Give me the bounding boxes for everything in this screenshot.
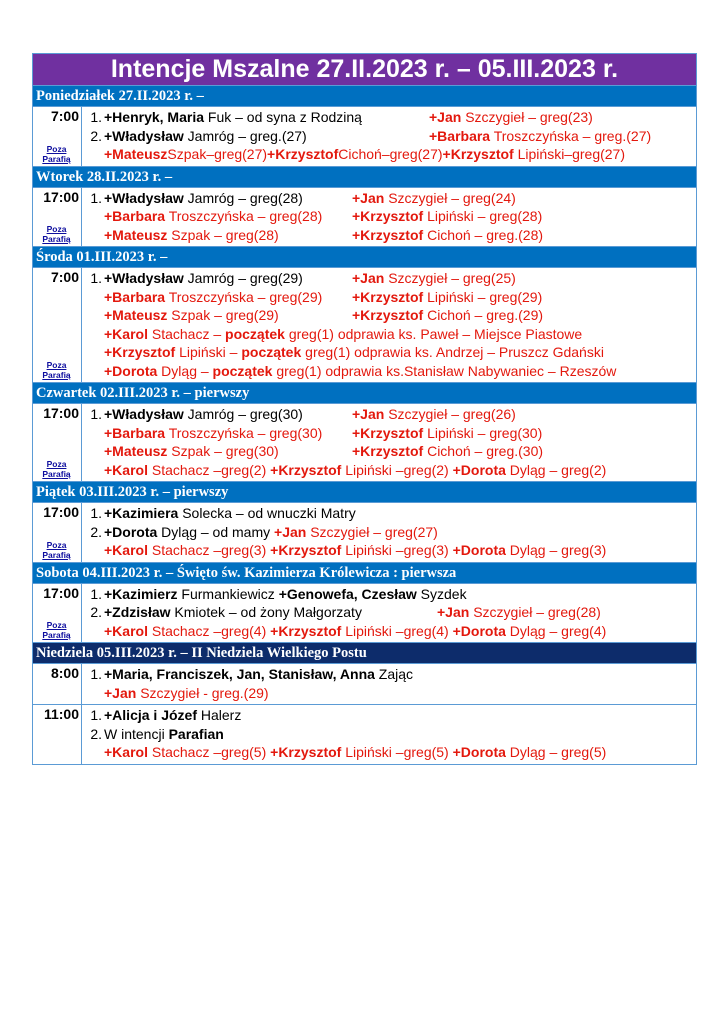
mass-intentions (82, 404, 696, 481)
intentions-table (32, 53, 697, 765)
text-run: +Karol (104, 542, 148, 558)
text-run: +Mateusz (104, 307, 168, 323)
text-run: +Władysław (104, 127, 184, 144)
text-run: Cichoń – greg.(30) (423, 443, 544, 459)
text-run: +Alicja i Józef (104, 707, 197, 723)
text-run: Dyląg – (157, 362, 213, 379)
intention-text (104, 442, 279, 461)
text-run: +Jan (274, 523, 307, 540)
intention-number: 1. (90, 189, 102, 206)
text-run: Szpak – greg(29) (167, 307, 279, 323)
intention-text (104, 127, 307, 146)
page-title: Intencje Mszalne 27.II.2023 r. – 05.III.2023 r. (33, 54, 696, 85)
mass-row (33, 704, 696, 764)
text-run: +Dorota (452, 744, 506, 760)
text-run: +Karol (104, 622, 148, 639)
text-run: +Dorota (104, 362, 158, 379)
text-run: +Mateusz (104, 146, 168, 162)
text-run: Szpak–greg(27) (167, 146, 268, 162)
mass-row (33, 663, 696, 704)
text-run: Dyląg – od mamy (157, 523, 275, 540)
mass-time: 11:00 (43, 706, 79, 722)
text-run: +Mateusz (104, 226, 168, 243)
mass-time: 8:00 (50, 665, 79, 681)
mass-time-cell (33, 584, 82, 643)
text-run: początek (241, 344, 302, 360)
text-run: +Krzysztof (352, 226, 424, 243)
text-run: Kmiotek – od żony Małgorzaty (170, 604, 362, 620)
intention-line (82, 145, 696, 164)
intention-text (104, 269, 303, 288)
text-run: +Krzysztof (270, 542, 342, 558)
text-run: Szczygieł – greg(27) (306, 523, 438, 540)
intention-text-second (437, 603, 601, 622)
intention-line (82, 343, 696, 362)
intention-text (104, 504, 356, 523)
text-run: +Krzysztof (270, 622, 342, 639)
text-run: +Krzysztof (267, 146, 339, 162)
text-run: Syzdek (416, 585, 467, 602)
text-run: +Krzysztof (270, 744, 342, 760)
poza-parafia-note: Poza Parafią (42, 620, 71, 640)
mass-intentions (82, 503, 696, 562)
mass-time-cell (33, 705, 82, 764)
text-run: +Krzysztof (352, 307, 424, 323)
intention-text (104, 541, 606, 560)
text-run: Szczygieł – greg(25) (384, 270, 516, 286)
text-run: Zając (374, 666, 414, 682)
day-header: Poniedziałek 27.II.2023 r. – (33, 85, 696, 106)
text-run: +Jan (352, 270, 385, 286)
text-run: +Władysław (104, 406, 184, 422)
text-run: +Jan (437, 604, 470, 620)
mass-row (33, 187, 696, 247)
text-run: Stachacz –greg(5) (147, 744, 271, 760)
intention-text-second (352, 189, 516, 208)
text-run: Szczygieł – greg(24) (384, 189, 516, 206)
text-run: +Władysław (104, 189, 184, 206)
intention-text-second (429, 108, 593, 127)
intention-text (104, 226, 279, 245)
text-run: Lipiński – (175, 344, 242, 360)
text-run: +Jan (429, 109, 462, 125)
day-header: Czwartek 02.III.2023 r. – pierwszy (33, 382, 696, 403)
text-run: Jamróg – greg.(27) (183, 127, 307, 144)
intention-line (82, 603, 696, 622)
day-header: Wtorek 28.II.2023 r. – (33, 166, 696, 187)
text-run: +Dorota (104, 523, 158, 540)
intention-text (104, 424, 322, 443)
intention-text-second (352, 424, 542, 443)
text-run: +Barbara (104, 288, 166, 305)
intention-text (104, 743, 606, 762)
mass-intentions (82, 584, 696, 643)
intention-text (104, 585, 467, 604)
text-run: Parafian (168, 725, 224, 742)
text-run: +Karol (104, 325, 148, 342)
text-run: Jamróg – greg(29) (183, 270, 303, 286)
text-run: Cichoń – greg.(29) (423, 307, 544, 323)
text-run: początek (225, 325, 285, 342)
intention-text-second (352, 226, 543, 245)
intention-line (82, 325, 696, 344)
intention-number: 1. (90, 666, 102, 682)
text-run: Lipiński – greg(29) (423, 288, 543, 305)
text-run: Szpak – greg(28) (167, 226, 279, 243)
intention-line (82, 684, 696, 703)
text-run: Lipiński – greg(28) (423, 208, 543, 224)
text-run: Szpak – greg(30) (167, 443, 279, 459)
intention-text-second (352, 306, 543, 325)
intention-text (104, 725, 224, 744)
text-run: Dyląg – greg(2) (505, 461, 607, 478)
intention-line (82, 743, 696, 762)
text-run: greg(1) odprawia ks.Stanisław Nabywaniec – Rzeszów (272, 362, 617, 379)
text-run: +Kazimiera (104, 505, 179, 521)
intention-text (104, 362, 616, 381)
intention-text (104, 288, 322, 307)
mass-time: 7:00 (50, 269, 79, 285)
intention-line (82, 523, 696, 542)
day-header: Środa 01.III.2023 r. – (33, 246, 696, 267)
mass-time-cell (33, 664, 82, 704)
text-run: Lipiński –greg(5) (341, 744, 453, 760)
text-run: +Krzysztof (104, 344, 176, 360)
intention-text-second (352, 288, 542, 307)
day-header: Sobota 04.III.2023 r. – Święto św. Kazimierza Królewicza : pierwsza (33, 562, 696, 583)
text-run: Solecka – od wnuczki Matry (178, 505, 356, 521)
intention-text-second (352, 405, 516, 424)
text-run: Dyląg – greg(3) (505, 542, 607, 558)
intention-line (82, 725, 696, 744)
intention-text (104, 325, 582, 344)
text-run: początek (212, 362, 273, 379)
text-run: +Jan (352, 406, 385, 422)
intention-line (82, 306, 696, 325)
mass-intentions (82, 268, 696, 382)
text-run: +Kazimierz (104, 585, 178, 602)
text-run: +Henryk, Maria (104, 109, 204, 125)
text-run: +Krzysztof (442, 146, 514, 162)
mass-time-cell (33, 503, 82, 562)
text-run: Cichoń–greg(27) (338, 146, 443, 162)
mass-time: 17:00 (43, 584, 79, 601)
intention-line (82, 269, 696, 288)
text-run: Dyląg – greg(4) (505, 622, 607, 639)
mass-row (33, 403, 696, 481)
intention-line (82, 706, 696, 725)
mass-time: 17:00 (43, 188, 79, 205)
days-container (33, 85, 696, 764)
intention-line (82, 288, 696, 307)
intention-line (82, 226, 696, 245)
poza-parafia-note: Poza Parafią (42, 224, 71, 244)
text-run: +Maria, Franciszek, Jan, Stanisław, Anna (104, 666, 375, 682)
intention-number: 1. (90, 109, 102, 125)
mass-intentions (82, 664, 696, 704)
poza-parafia-note: Poza Parafią (42, 539, 71, 560)
text-run: +Zdzisław (104, 604, 171, 620)
intention-line (82, 442, 696, 461)
text-run: Lipiński–greg(27) (513, 146, 626, 162)
intention-text (104, 706, 241, 725)
intention-line (82, 362, 696, 381)
text-run: Troszczyńska – greg(29) (165, 288, 323, 305)
text-run: +Krzysztof (352, 288, 424, 305)
intention-number: 1. (90, 406, 102, 422)
text-run: W intencji (104, 725, 169, 742)
intention-text (104, 603, 362, 622)
intention-number: 1. (90, 585, 102, 602)
intention-text (104, 189, 303, 208)
mass-intentions (82, 705, 696, 764)
mass-time-cell (33, 107, 82, 166)
text-run: Lipiński – greg(30) (423, 424, 543, 441)
intention-text-second (352, 269, 516, 288)
poza-parafia-note: Poza Parafią (42, 459, 71, 479)
intention-text (104, 622, 606, 641)
intention-line (82, 622, 696, 641)
intention-text (104, 306, 279, 325)
text-run: Stachacz –greg(2) (147, 461, 271, 478)
text-run: +Dorota (452, 461, 506, 478)
intention-number: 1. (90, 505, 102, 521)
intention-text (104, 343, 604, 362)
text-run: +Barbara (429, 127, 491, 144)
intention-line (82, 108, 696, 127)
intention-text-second (352, 207, 542, 226)
intention-text (104, 145, 625, 164)
text-run: Szczygieł - greg.(29) (136, 684, 269, 701)
text-run: +Dorota (452, 622, 506, 639)
mass-row (33, 106, 696, 166)
intention-text-second (352, 442, 543, 461)
intention-line (82, 541, 696, 560)
intention-number: 1. (90, 270, 102, 286)
mass-intentions (82, 107, 696, 166)
mass-row (33, 267, 696, 382)
intention-line (82, 424, 696, 443)
day-header: Niedziela 05.III.2023 r. – II Niedziela Wielkiego Postu (33, 642, 696, 663)
intention-line (82, 127, 696, 146)
text-run: +Karol (104, 744, 148, 760)
intention-text (104, 108, 362, 127)
intention-line (82, 665, 696, 684)
text-run: +Krzysztof (352, 443, 424, 459)
intention-line (82, 504, 696, 523)
text-run: Szczygieł – greg(28) (469, 604, 601, 620)
text-run: Szczygieł – greg(23) (461, 109, 593, 125)
mass-time-cell (33, 404, 82, 481)
intention-text (104, 523, 438, 542)
text-run: Fuk – od syna z Rodziną (204, 109, 362, 125)
intention-text-second (429, 127, 651, 146)
intention-number: 2. (90, 523, 102, 540)
text-run: Jamróg – greg(30) (183, 406, 303, 422)
intention-line (82, 189, 696, 208)
text-run: Furmankiewicz (177, 585, 279, 602)
text-run: +Jan (104, 684, 137, 701)
mass-intentions (82, 188, 696, 247)
intention-text (104, 665, 413, 684)
text-run: Troszczyńska – greg.(27) (490, 127, 652, 144)
text-run: greg(1) odprawia ks. Andrzej – Pruszcz Gdański (301, 344, 604, 360)
intention-text (104, 207, 322, 226)
intention-line (82, 585, 696, 604)
text-run: Szczygieł – greg(26) (384, 406, 516, 422)
text-run: greg(1) odprawia ks. Paweł – Miejsce Piastowe (284, 325, 583, 342)
text-run: Stachacz –greg(3) (147, 542, 271, 558)
mass-time: 17:00 (43, 405, 79, 421)
mass-time-cell (33, 268, 82, 382)
text-run: +Władysław (104, 270, 184, 286)
poza-parafia-note: Poza Parafią (42, 143, 71, 164)
mass-row (33, 583, 696, 643)
intention-number: 2. (90, 604, 102, 620)
intention-line (82, 405, 696, 424)
intention-text (104, 461, 606, 480)
text-run: +Jan (352, 189, 385, 206)
text-run: Cichoń – greg.(28) (423, 226, 544, 243)
text-run: +Krzysztof (270, 461, 342, 478)
intention-text (104, 405, 303, 424)
mass-time: 7:00 (50, 108, 79, 124)
text-run: Troszczyńska – greg(28) (165, 208, 323, 224)
text-run: Stachacz –greg(4) (147, 622, 271, 639)
text-run: +Genowefa, Czesław (278, 585, 417, 602)
text-run: +Barbara (104, 424, 166, 441)
mass-row (33, 502, 696, 562)
poza-parafia-note: Poza Parafią (42, 360, 71, 380)
text-run: +Barbara (104, 208, 166, 224)
text-run: Lipiński –greg(4) (341, 622, 453, 639)
intention-number: 2. (90, 127, 102, 144)
text-run: Dyląg – greg(5) (505, 744, 607, 760)
text-run: Lipiński –greg(2) (341, 461, 453, 478)
text-run: Halerz (196, 707, 242, 723)
intention-number: 1. (90, 707, 102, 723)
intention-text (104, 684, 269, 703)
text-run: +Karol (104, 461, 148, 478)
text-run: +Dorota (452, 542, 506, 558)
text-run: +Krzysztof (352, 424, 424, 441)
text-run: Lipiński –greg(3) (341, 542, 453, 558)
text-run: Jamróg – greg(28) (183, 189, 303, 206)
intention-line (82, 207, 696, 226)
text-run: +Krzysztof (352, 208, 424, 224)
day-header: Piątek 03.III.2023 r. – pierwszy (33, 481, 696, 502)
mass-time-cell (33, 188, 82, 247)
intention-number: 2. (90, 725, 102, 742)
intention-line (82, 461, 696, 480)
text-run: Stachacz – (147, 325, 226, 342)
text-run: +Mateusz (104, 443, 168, 459)
text-run: Troszczyńska – greg(30) (165, 424, 323, 441)
mass-time: 17:00 (43, 504, 79, 520)
